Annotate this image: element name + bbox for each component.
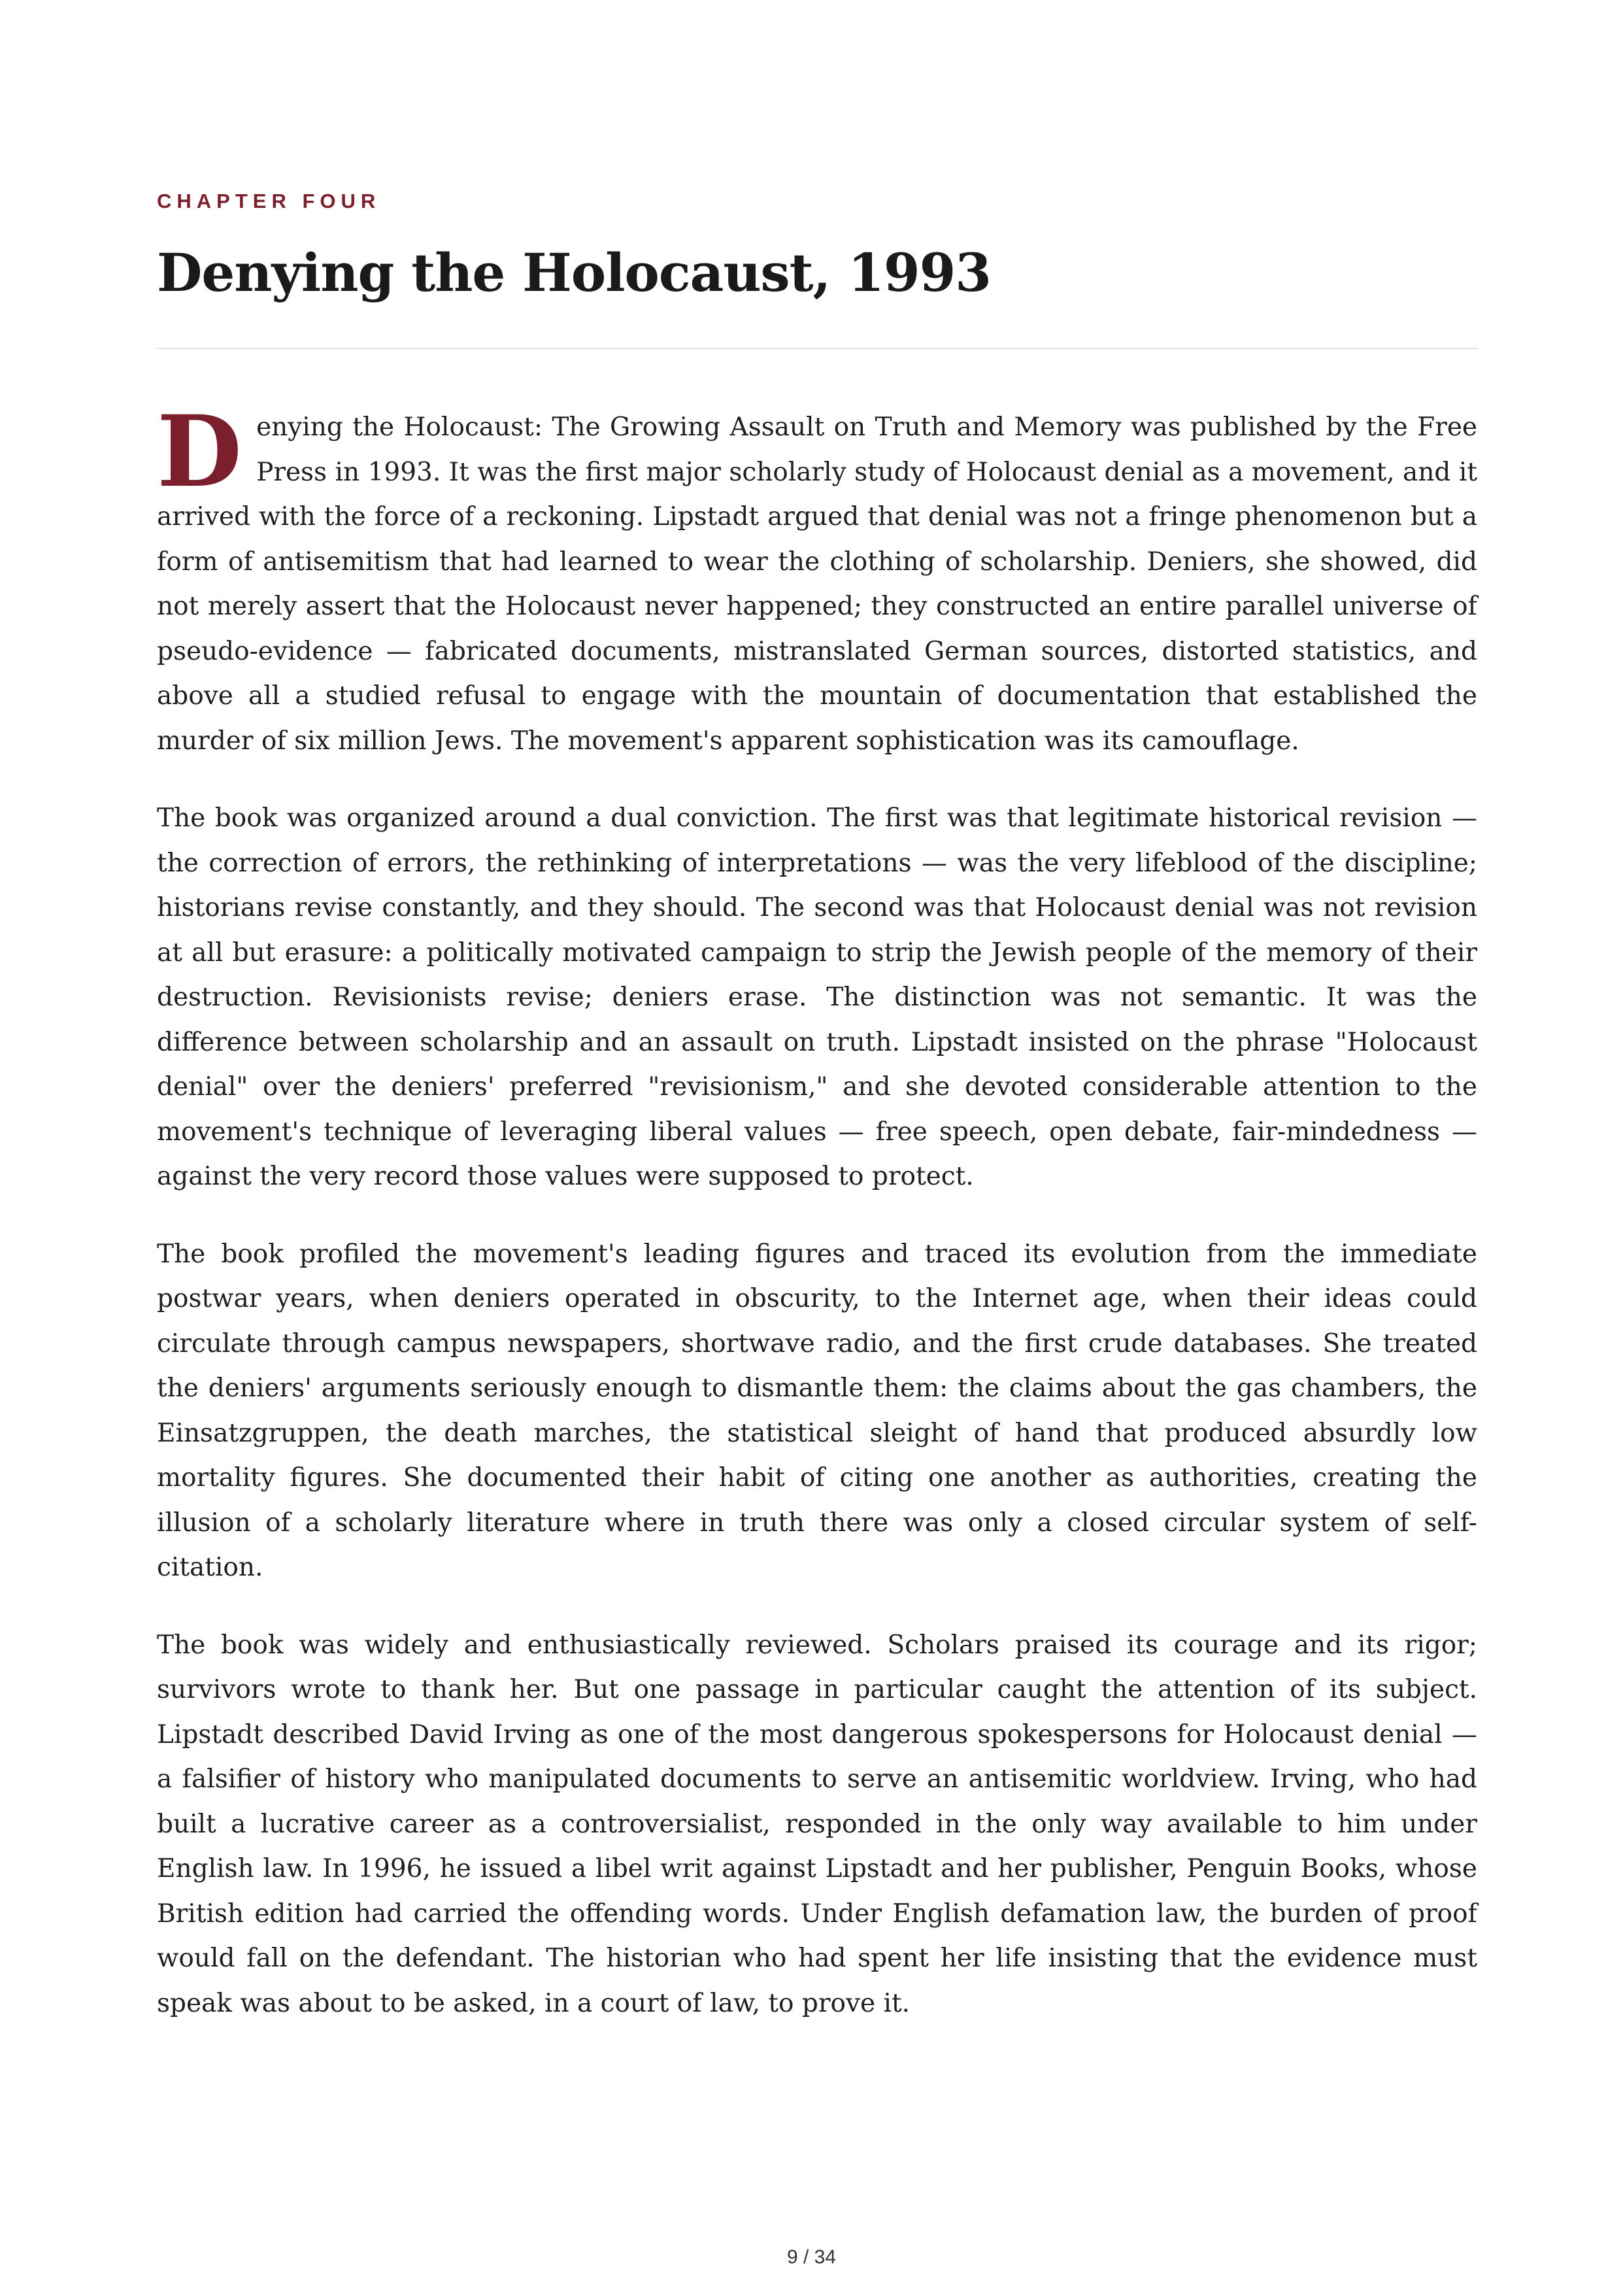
paragraph-2: The book was organized around a dual conviction. The first was that legitimate historical revision — the correction of errors, the rethinking of interpretations — was the very lifeblood of the discipline; historians revise constantly, and they should. The second was that Holocaust denial was not revision at all but erasure: a politically motivated campaign to strip the Jewish people of the memory of their destruction. Revisionists revise; deniers erase. The distinction was not semantic. It was the difference between scholarship and an assault on truth. Lipstadt insisted on the phrase "Holocaust denial" over the deniers' preferred "revisionism," and she devoted considerable attention to the movement's technique of leveraging liberal values — free speech, open debate, fair-mindedness — against the very record those values were supposed to protect. xyxy=(157,803,1477,1191)
chapter-title: Denying the Holocaust, 1993 xyxy=(157,242,991,303)
paragraph-1 xyxy=(157,394,1477,764)
drop-cap: D xyxy=(157,394,243,509)
paragraph-1-text: enying the Holocaust: The Growing Assault on Truth and Memory was published by the Free Press in 1993. It was the first major scholarly study of Holocaust denial as a movement, and it arrived with the force of a reckoning. Lipstadt argued that denial was not a fringe phenomenon but a form of antisemitism that had learned to wear the clothing of scholarship. Deniers, she showed, did not merely assert that the Holocaust never happened; they constructed an entire parallel universe of pseudo-evidence — fabricated documents, mistranslated German sources, distorted statistics, and above all a studied refusal to engage with the mountain of documentation that established the murder of six million Jews. The movement's apparent sophistication was its camouflage. xyxy=(157,413,1477,756)
chapter-body xyxy=(157,394,1477,2059)
paragraph-4: The book was widely and enthusiastically reviewed. Scholars praised its courage and its rigor; survivors wrote to thank her. But one passage in particular caught the attention of its subject. Lipstadt described David Irving as one of the most dangerous spokespersons for Holocaust denial — a falsifier of history who manipulated documents to serve an antisemitic worldview. Irving, who had built a lucrative career as a controversialist, responded in the only way available to him under English law. In 1996, he issued a libel writ against Lipstadt and her publisher, Penguin Books, whose British edition had carried the offending words. Under English defamation law, the burden of proof would fall on the defendant. The historian who had spent her life insisting that the evidence must speak was about to be asked, in a court of law, to prove it. xyxy=(157,1630,1477,2018)
page-number: 9 / 34 xyxy=(786,2246,837,2268)
title-divider xyxy=(157,348,1477,349)
chapter-kicker: CHAPTER FOUR xyxy=(157,190,381,212)
paragraph-3: The book profiled the movement's leading figures and traced its evolution from the immediate postwar years, when deniers operated in obscurity, to the Internet age, when their ideas could circulate through campus newspapers, shortwave radio, and the first crude databases. She treated the deniers' arguments seriously enough to dismantle them: the claims about the gas chambers, the Einsatzgruppen, the death marches, the statistical sleight of hand that produced absurdly low mortality figures. She documented their habit of citing one another as authorities, creating the illusion of a scholarly literature where in truth there was only a closed circular system of self-citation. xyxy=(157,1239,1477,1582)
